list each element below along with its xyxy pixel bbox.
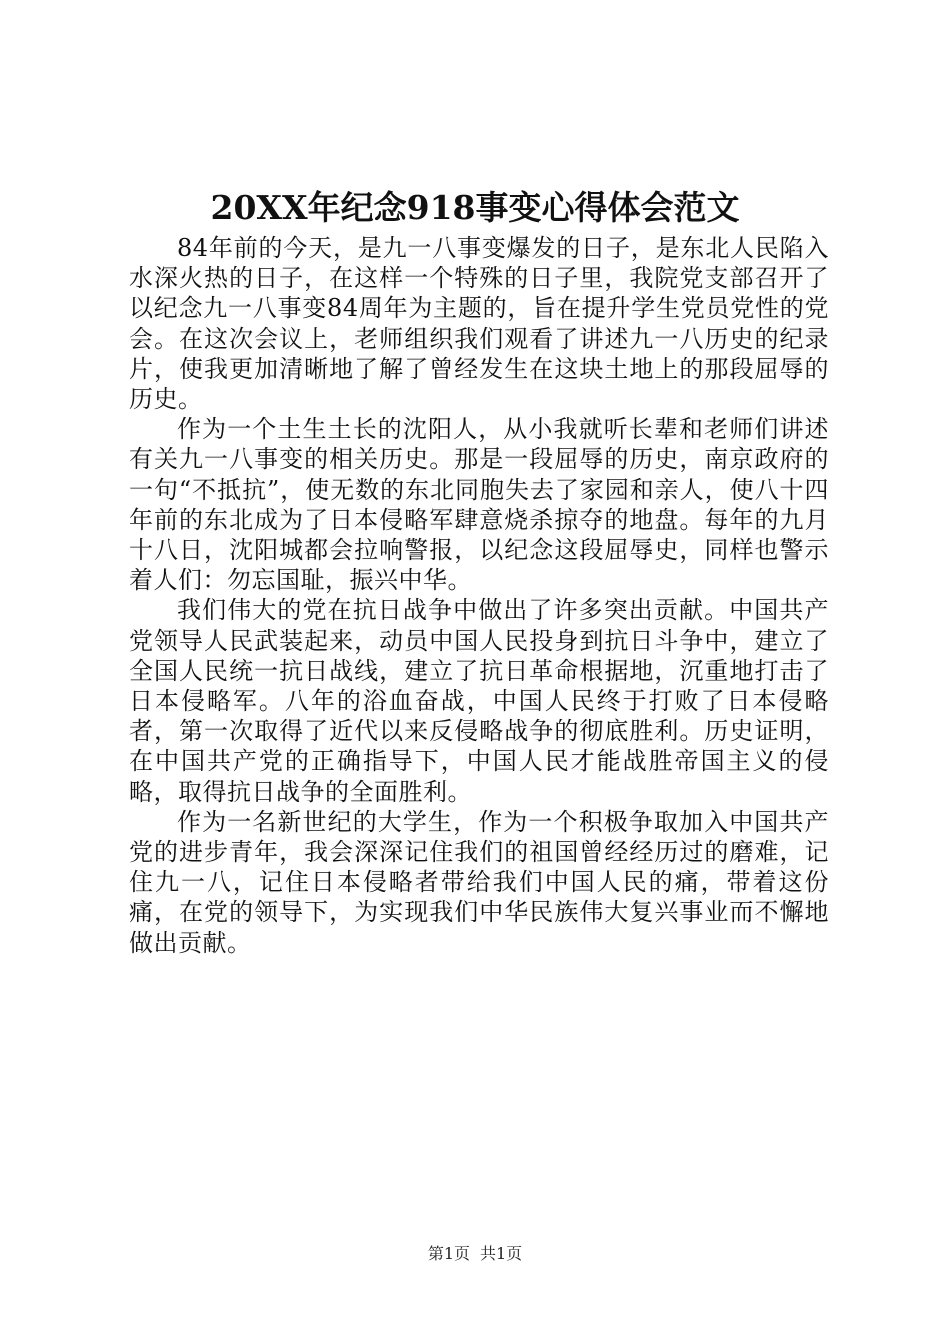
document-body [129,233,829,958]
paragraph-4: 作为一名新世纪的大学生，作为一个积极争取加入中国共产党的进步青年，我会深深记住我们的祖国曾经经历过的磨难，记住九一八，记住日本侵略者带给我们中国人民的痛，带着这份痛，在党的领导下，为实现我们中华民族伟大复兴事业而不懈地做出贡献。 [129,807,829,957]
page-footer [0,1242,950,1266]
paragraph-3: 我们伟大的党在抗日战争中做出了许多突出贡献。中国共产党领导人民武装起来，动员中国人民投身到抗日斗争中，建立了全国人民统一抗日战线，建立了抗日革命根据地，沉重地打击了日本侵略军。八年的浴血奋战，中国人民终于打败了日本侵略者，第一次取得了近代以来反侵略战争的彻底胜利。历史证明，在中国共产党的正确指导下，中国人民才能战胜帝国主义的侵略，取得抗日战争的全面胜利。 [129,596,829,806]
document-title: 20XX年纪念918事变心得体会范文 [210,188,740,227]
paragraph-1: 84年前的今天，是九一八事变爆发的日子，是东北人民陷入水深火热的日子，在这样一个特殊的日子里，我院党支部召开了以纪念九一八事变84周年为主题的，旨在提升学生党员党性的党会。在这次会议上，老师组织我们观看了讲述九一八历史的纪录片，使我更加清晰地了解了曾经发生在这块土地上的那段屈辱的历史。 [129,234,829,414]
page-total: 共1页 [480,1244,523,1263]
page-number: 第1页 [427,1244,470,1263]
paragraph-2: 作为一个土生土长的沈阳人，从小我就听长辈和老师们讲述有关九一八事变的相关历史。那是一段屈辱的历史，南京政府的一句“不抵抗”，使无数的东北同胞失去了家园和亲人，使八十四年前的东北成为了日本侵略军肆意烧杀掠夺的地盘。每年的九月十八日，沈阳城都会拉响警报，以纪念这段屈辱史，同样也警示着人们：勿忘国耻，振兴中华。 [129,415,829,595]
